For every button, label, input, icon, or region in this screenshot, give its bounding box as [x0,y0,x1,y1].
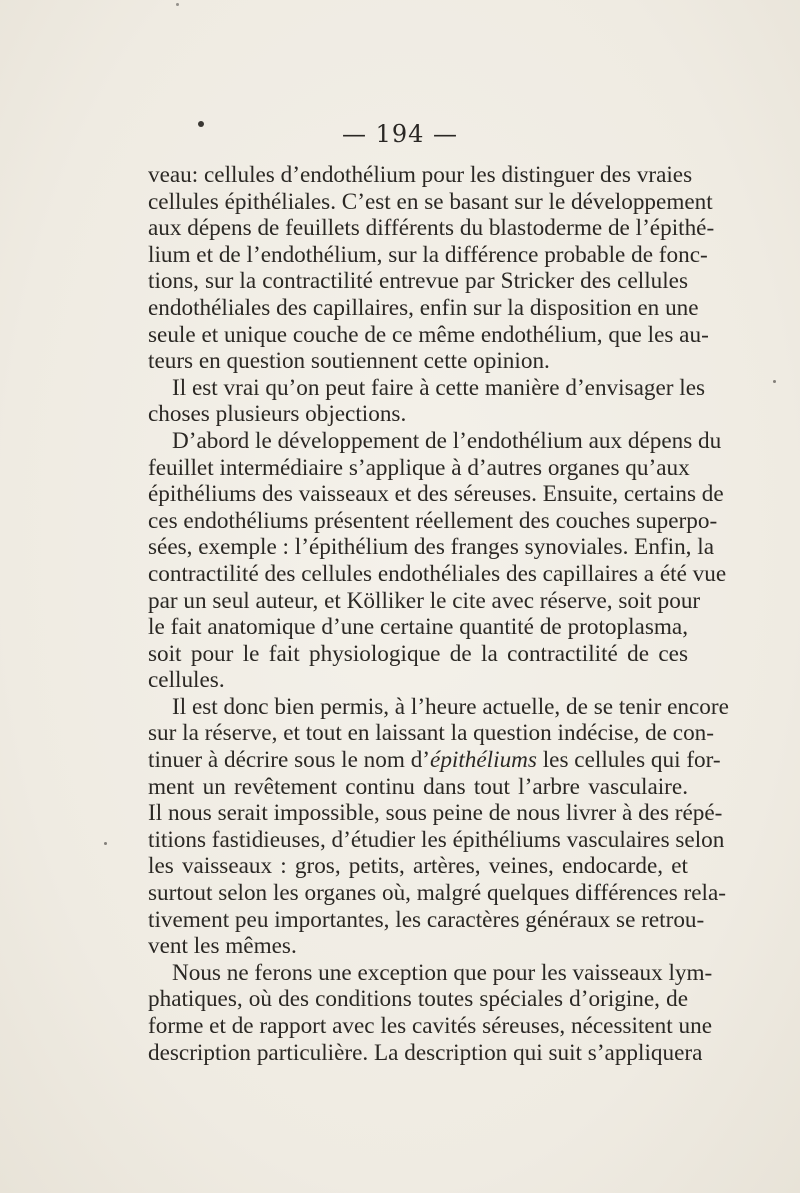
text-line: vent les mêmes. [148,933,297,960]
text-line: phatiques, où des conditions toutes spéciales d’origine, de [148,986,688,1013]
text-line: seule et unique couche de ce même endothélium, que les au- [148,321,709,348]
text-line: ment un revêtement continu dans tout l’arbre vasculaire. [148,773,688,800]
text-line: D’abord le développement de l’endothélium aux dépens du [172,427,722,454]
body-text [148,162,729,1066]
text-line: forme et de rapport avec les cavités séreuses, nécessitent une [148,1013,712,1039]
text-line: Nous ne ferons une exception que pour les vaisseaux lym- [172,959,713,986]
text-line: les vaisseaux : gros, petits, artères, veines, endocarde, et [148,853,688,880]
text-line: Il nous serait impossible, sous peine de nous livrer à des répé- [148,800,723,827]
text-line: Il est donc bien permis, à l’heure actuelle, de se tenir encore [172,693,729,720]
text-line: endothéliales des capillaires, enfin sur la disposition en une [148,294,699,321]
text-line: soit pour le fait physiologique de la contractilité de ces [148,640,688,667]
text-line: description particulière. La description qui suit s’appliquera [148,1039,703,1066]
text-line: contractilité des cellules endothéliales des capillaires a été vue [148,560,727,587]
text-line: teurs en question soutiennent cette opinion. [148,348,550,375]
text-line: tions, sur la contractilité entrevue par Stricker des cellules [148,268,688,295]
text-line: lium et de l’endothélium, sur la différence probable de fonc- [148,241,708,268]
text-line: par un seul auteur, et Kölliker le cite avec réserve, soit pour [148,587,701,614]
text-line: feuillet intermédiaire s’applique à d’autres organes qu’aux [148,454,690,481]
ink-speck [176,3,179,6]
ink-speck [104,842,107,845]
text-line: cellules épithéliales. C’est en se basant sur le développement [148,188,713,215]
text-line: aux dépens de feuillets différents du blastoderme de l’épithé- [148,215,715,242]
text-line: surtout selon les organes où, malgré quelques différences rela- [148,880,727,907]
text-line: cellules. [148,667,225,694]
text-line: choses plusieurs objections. [148,401,407,428]
text-line: le fait anatomique d’une certaine quantité de protoplasma, [148,614,688,641]
ink-speck [773,380,776,383]
text-line: épithéliums des vaisseaux et des séreuses. Ensuite, certains de [148,481,724,508]
text-line: veau: cellules d’endothélium pour les distinguer des vraies [148,162,693,188]
page-number: — 194 — [341,120,459,148]
text-line: sées, exemple : l’épithélium des franges synoviales. Enfin, la [148,534,714,561]
text-line: tivement peu importantes, les caractères généraux se retrou- [148,906,705,933]
text-line: Il est vrai qu’on peut faire à cette manière d’envisager les [172,374,706,401]
text-line: ces endothéliums présentent réellement des couches superpo- [148,507,718,534]
text-line: sur la réserve, et tout en laissant la question indécise, de con- [148,720,714,747]
text-line: titions fastidieuses, d’étudier les épithéliums vasculaires selon [148,826,725,853]
text-line: tinuer à décrire sous le nom d’épithéliums les cellules qui for- [148,747,721,774]
